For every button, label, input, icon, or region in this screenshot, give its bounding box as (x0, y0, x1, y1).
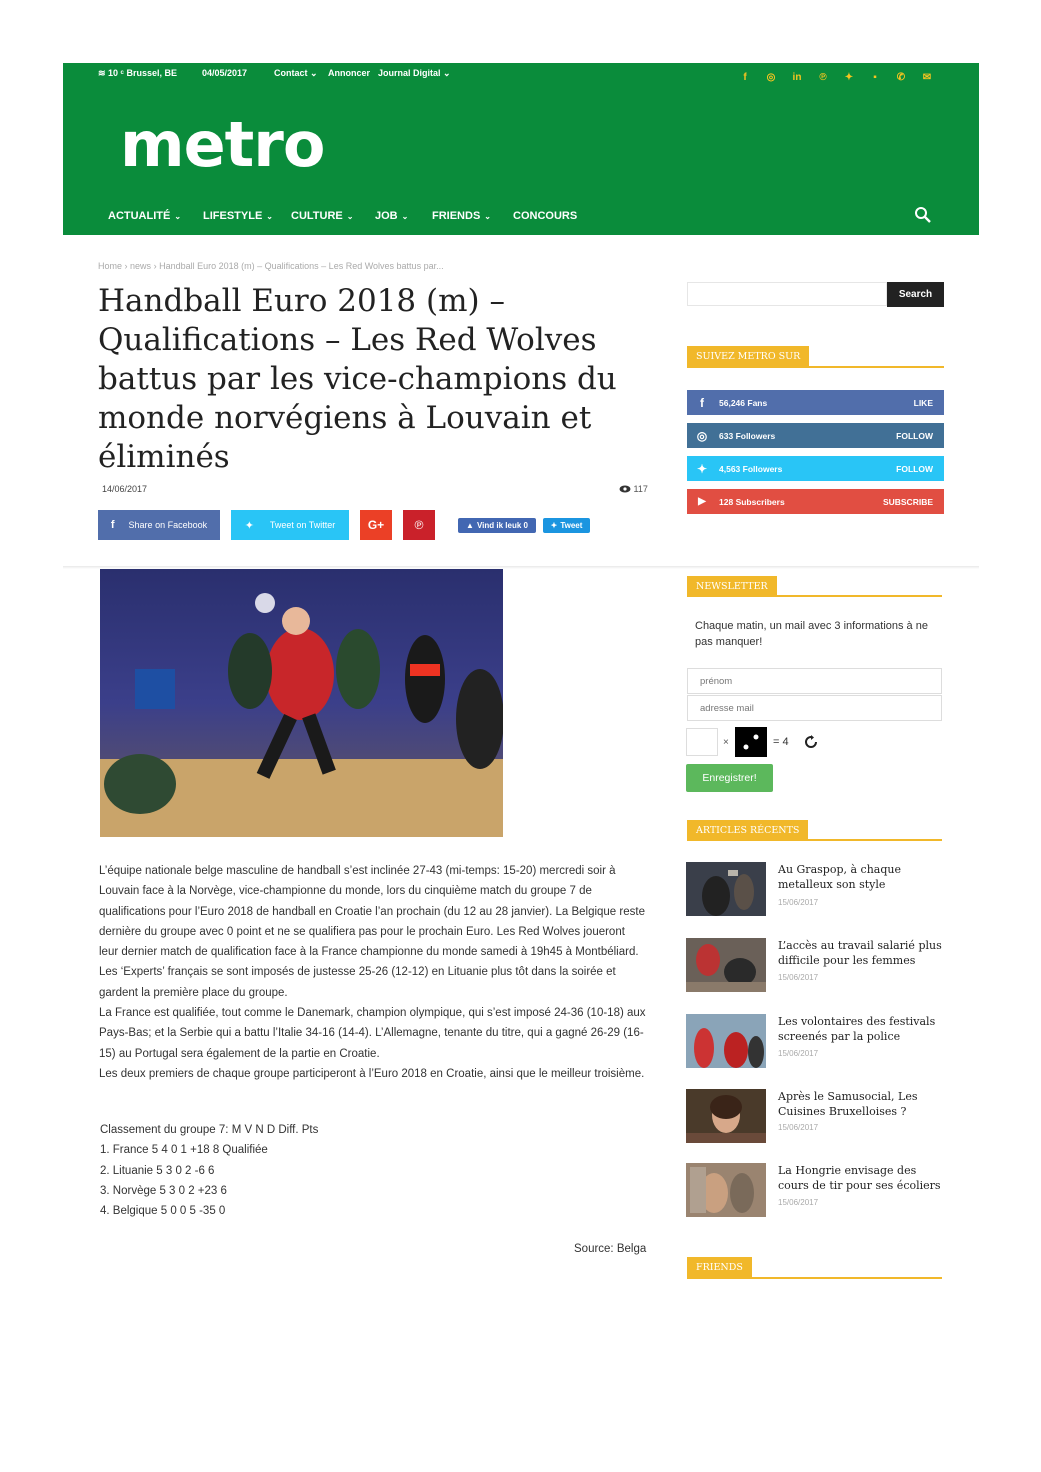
social-action[interactable]: LIKE (913, 397, 933, 408)
share-facebook-label: Share on Facebook (128, 520, 208, 530)
article-date: 14/06/2017 (102, 484, 148, 494)
article-body (99, 861, 647, 1084)
standings-table (100, 1120, 318, 1221)
captcha-answer-input[interactable] (686, 728, 718, 756)
annoncer-link[interactable]: Annoncer (328, 68, 371, 78)
nav-label: FRIENDS (432, 210, 481, 222)
chevron-down-icon: ⌄ (346, 212, 354, 221)
nav-label: CULTURE (291, 210, 343, 222)
recent-article-title[interactable]: La Hongrie envisage des cours de tir pour ses écoliers (778, 1164, 941, 1192)
chevron-down-icon: ⌄ (266, 212, 273, 221)
weather-widget: ≋ 10 ᶜ Brussel, BE (98, 68, 177, 78)
breadcrumb-separator: › (153, 261, 157, 271)
social-instagram-row[interactable] (687, 423, 944, 448)
recent-article-date: 15/06/2017 (778, 973, 819, 982)
youtube-icon[interactable]: ▪ (873, 72, 877, 83)
instagram-icon: ◎ (696, 428, 708, 443)
mail-icon[interactable]: ✉ (922, 72, 932, 83)
instagram-icon[interactable]: ◎ (766, 72, 776, 83)
block-underline (687, 595, 942, 597)
share-pinterest-button[interactable]: ℗ (403, 510, 435, 540)
nav-item-actualite[interactable] (108, 210, 181, 222)
facebook-like-button[interactable] (458, 518, 536, 533)
breadcrumb-separator: › (124, 261, 128, 271)
social-youtube-row[interactable] (687, 489, 944, 514)
block-underline (687, 366, 944, 368)
article-title: Handball Euro 2018 (m) – Qualifications – Les Red Wolves battus par les vice-champions du monde norvégiens à Louvain et éliminés (98, 283, 617, 475)
email-field[interactable]: adresse mail (687, 695, 942, 721)
contact-menu[interactable]: Contact ⌄ (274, 68, 318, 78)
tweet-button[interactable] (543, 518, 590, 533)
standings-row: 3. Norvège 5 3 0 2 +23 6 (100, 1184, 227, 1197)
article-paragraph: Les deux premiers de chaque groupe participeront à l’Euro 2018 en Croatie, ainsi que le meilleur troisième. (99, 1067, 645, 1080)
article-hero-image (100, 569, 503, 837)
recent-article-title[interactable]: Au Graspop, à chaque metalleux son style (778, 863, 901, 891)
share-twitter-button[interactable] (231, 510, 349, 540)
view-count-value: 117 (633, 484, 648, 494)
standings-row: 2. Lituanie 5 3 0 2 -6 6 (100, 1164, 215, 1177)
recent-article-thumbnail[interactable] (686, 1089, 766, 1143)
social-unit: Fans (747, 397, 768, 408)
facebook-icon: f (110, 519, 115, 531)
nav-label: CONCOURS (513, 210, 578, 222)
chevron-down-icon: ⌄ (401, 212, 409, 221)
captcha-times: × (723, 737, 729, 748)
twitter-icon: ✦ (550, 521, 558, 530)
nav-item-culture[interactable] (291, 210, 353, 222)
twitter-icon[interactable]: ✦ (844, 72, 854, 83)
social-count: 56,246 (719, 397, 745, 408)
recent-article-title[interactable]: L’accès au travail salarié plus difficile pour les femmes (778, 939, 942, 967)
article-paragraph: L’équipe nationale belge masculine de handball s’est inclinée 27-43 (mi-temps: 15-20) mercredi soir à Louvain face à la Norvège, vice-championne du monde, lors du cinquième match du groupe 7 de qualifications pour l’Euro 2018 de handball en Croatie l’an prochain (du 12 au 28 janvier). La Belgique reste dernière du groupe avec 0 point et ne se qualifiera pas pour le prochain Euro. Les Red Wolves joueront leur dernier match de qualification face à la France championne du monde samedi à 19h45 à Montbéliard. Les ‘Experts’ français se sont imposés de justesse 25-26 (12-12) en Lituanie plus tôt dans la soirée et gardent la première place du groupe. (99, 865, 645, 999)
register-button[interactable]: Enregistrer! (686, 764, 773, 792)
recent-article-thumbnail[interactable] (686, 1163, 766, 1217)
nav-item-friends[interactable] (432, 210, 491, 222)
chevron-down-icon: ⌄ (484, 212, 491, 221)
firstname-field[interactable]: prénom (687, 668, 942, 694)
block-underline (687, 1277, 942, 1279)
facebook-like-label: Vind ik leuk 0 (476, 521, 528, 530)
standings-row: 4. Belgique 5 0 0 5 -35 0 (100, 1205, 226, 1218)
twitter-icon: ✦ (696, 461, 708, 476)
header-social-links (727, 67, 935, 85)
youtube-icon: ▶ (698, 496, 706, 507)
nav-item-job[interactable] (375, 210, 408, 222)
standings-header: Classement du groupe 7: M V N D Diff. Pts (100, 1124, 319, 1136)
nav-label: JOB (375, 210, 398, 222)
standings-row: 1. France 5 4 0 1 +18 8 Qualifiée (100, 1144, 268, 1157)
recent-article-thumbnail[interactable] (686, 1014, 766, 1068)
thumbs-up-icon: ▲ (466, 521, 474, 530)
share-twitter-label: Tweet on Twitter (269, 520, 336, 530)
social-action[interactable]: FOLLOW (896, 463, 933, 474)
view-count (619, 484, 648, 494)
recent-article-thumbnail[interactable] (686, 938, 766, 992)
share-googleplus-button[interactable]: G+ (360, 510, 392, 540)
article-source: Source: Belga (574, 1243, 647, 1255)
current-date: 04/05/2017 (202, 68, 248, 78)
pinterest-icon[interactable]: ℗ (819, 72, 827, 83)
site-header (63, 63, 979, 235)
social-facebook-row[interactable] (687, 390, 944, 415)
friends-block-title: FRIENDS (687, 1257, 752, 1277)
social-count: 633 (719, 430, 734, 441)
newsletter-block-title: NEWSLETTER (687, 576, 777, 596)
recent-article-date: 15/06/2017 (778, 1198, 819, 1207)
social-count: 4,563 (719, 463, 741, 474)
recent-article-title[interactable]: Les volontaires des festivals screenés par la police (778, 1015, 936, 1043)
linkedin-icon[interactable]: in (792, 72, 802, 83)
social-count: 128 (719, 496, 734, 507)
social-action[interactable]: SUBSCRIBE (882, 496, 933, 507)
journal-digital-menu[interactable]: Journal Digital ⌄ (378, 68, 451, 78)
nav-item-lifestyle[interactable] (203, 210, 273, 222)
recent-articles-block-title: ARTICLES RÉCENTS (687, 820, 808, 840)
share-facebook-button[interactable] (98, 510, 220, 540)
sidebar-search-button[interactable]: Search (887, 282, 944, 307)
recent-article-title[interactable]: Après le Samusocial, Les Cuisines Bruxelloises ? (778, 1090, 918, 1118)
social-unit: Followers (742, 463, 783, 474)
breadcrumb-current: Handball Euro 2018 (m) – Qualifications – Les Red Wolves battus par... (159, 261, 444, 271)
tweet-label: Tweet (560, 521, 583, 530)
recent-article-thumbnail[interactable] (686, 862, 766, 916)
whatsapp-icon[interactable]: ✆ (896, 72, 906, 83)
breadcrumb-home[interactable]: Home (98, 261, 123, 271)
recent-article-date: 15/06/2017 (778, 1123, 819, 1132)
chevron-down-icon: ⌄ (174, 212, 182, 221)
breadcrumb-news[interactable]: news (130, 261, 152, 271)
facebook-icon[interactable]: f (743, 72, 747, 83)
sidebar-search-input[interactable] (687, 282, 887, 306)
recent-article-date: 15/06/2017 (778, 898, 819, 907)
social-unit: Followers (735, 430, 776, 441)
nav-label: LIFESTYLE (203, 210, 263, 222)
newsletter-description: Chaque matin, un mail avec 3 informations à ne pas manquer! (695, 620, 928, 648)
article-paragraph: La France est qualifiée, tout comme le Danemark, champion olympique, qui s’est imposé 24-36 (10-18) aux Pays-Bas; et la Serbie qui a battu l’Italie 34-16 (14-4). L’Allemagne, tenante du titre, qui a gagné 26-29 (16-15) au Portugal sera également de la partie en Croatie. (99, 1007, 646, 1060)
breadcrumb (98, 261, 444, 271)
eye-icon (619, 485, 631, 493)
site-logo[interactable]: metro (120, 108, 325, 181)
refresh-icon[interactable] (804, 735, 818, 749)
social-action[interactable]: FOLLOW (896, 430, 933, 441)
twitter-icon: ✦ (244, 519, 254, 532)
captcha-equals: = 4 (773, 736, 789, 748)
follow-block-title: SUIVEZ METRO SUR (687, 346, 809, 366)
search-icon[interactable] (914, 206, 932, 224)
social-unit: Subscribers (735, 496, 785, 507)
recent-article-date: 15/06/2017 (778, 1049, 819, 1058)
block-underline (687, 839, 942, 841)
nav-item-concours[interactable] (513, 210, 577, 222)
captcha-image (735, 727, 767, 757)
facebook-icon: f (700, 395, 704, 410)
social-twitter-row[interactable] (687, 456, 944, 481)
nav-label: ACTUALITÉ (108, 210, 171, 222)
